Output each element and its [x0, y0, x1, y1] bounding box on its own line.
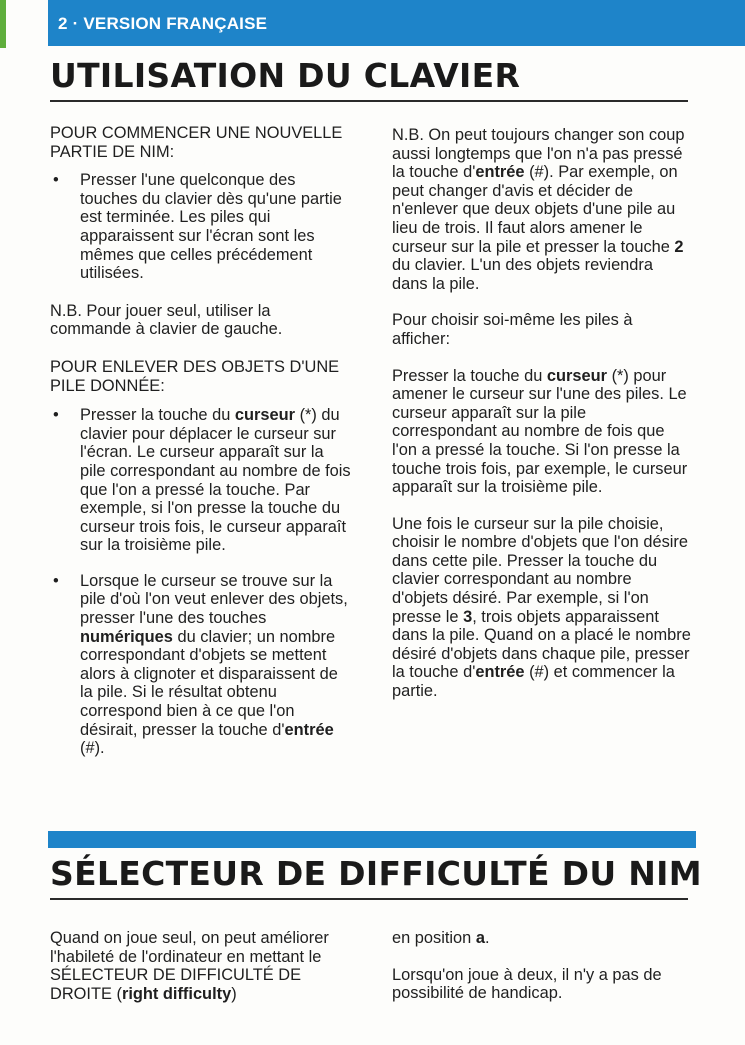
section-divider-bar [48, 831, 696, 848]
text: (*) pour amener le curseur sur l'une des piles. Le curseur apparaît sur la pile correspondant au nombre de fois que l'on a pressé la touche. Si l'on presse la touche trois fois, par exemple, le curseur apparaît sur la troisième pile. [392, 366, 688, 497]
key-enter: entrée [475, 163, 525, 182]
text: Presser la touche du [80, 406, 235, 425]
text: en position [392, 929, 476, 947]
key-cursor: curseur [546, 366, 608, 385]
difficulty-text [50, 929, 350, 1003]
bullet-dot: • [53, 171, 59, 190]
key-three: 3 [463, 607, 473, 626]
page-edge-tab [0, 0, 6, 48]
choose-piles-intro: Pour choisir soi-même les piles à afficher: [392, 311, 633, 348]
key-numeric: numériques [80, 627, 173, 646]
title-rule [50, 898, 688, 900]
key-enter: entrée [284, 720, 334, 739]
section-title-difficulty: SÉLECTEUR DE DIFFICULTÉ DU NIM [50, 854, 702, 893]
right-column [392, 126, 692, 701]
text: (#). [80, 739, 105, 758]
text: (#) et commencer la partie. [392, 663, 675, 701]
header-bar [48, 0, 745, 46]
two-player-note: Lorsqu'on joue à deux, il n'y a pas de possibilité de handicap. [392, 965, 662, 1003]
text: Une fois le curseur sur la pile choisie, choisir le nombre d'objets que l'on désire dans cette pile. Presser la touche du clavier correspondant au nombre d'objets désiré. Par exemple, si l'on presse le [392, 514, 688, 626]
bullet-new-game [50, 171, 352, 283]
choose-piles-cursor [392, 367, 692, 497]
text: Quand on joue seul, on peut améliorer l'habileté de l'ordinateur en mettant le SÉLECTEUR DE DIFFICULTÉ DE DROITE ( [50, 929, 329, 1003]
text: (#). Par exemple, on peut changer d'avis et décider de n'enlever que deux objets d'une pile au lieu de trois. Il faut alors amener le curseur sur la pile et presser la touche [392, 163, 678, 256]
heading-remove-objects: POUR ENLEVER DES OBJETS D'UNE PILE DONNÉE: [50, 357, 340, 395]
bullet-dot: • [53, 406, 59, 425]
text: (*) du clavier pour déplacer le curseur sur l'écran. Le curseur apparaît sur la pile correspondant au nombre de fois que l'on a pressé la touche. Par exemple, si l'on presse la touche du curseur trois fois, le curseur apparaît sur la troisième pile. [80, 406, 351, 555]
text: Lorsque le curseur se trouve sur la pile d'où l'on veut enlever des objets, presser l'une des touches [80, 571, 348, 628]
note-single-player: N.B. Pour jouer seul, utiliser la commande à clavier de gauche. [50, 301, 283, 339]
position-a: a [475, 929, 485, 947]
heading-new-game: POUR COMMENCER UNE NOUVELLE PARTIE DE NIM: [50, 124, 343, 161]
difficulty-position [392, 929, 692, 948]
text: ) [231, 984, 237, 1003]
difficulty-left-column [50, 929, 350, 1003]
choose-pile-count [392, 515, 692, 701]
text: du clavier; un nombre correspondant d'objets se mettent alors à clignoter et disparaissent de la pile. Si le résultat obtenu correspond bien à ce que l'on désirait, presser la touche d' [80, 627, 338, 739]
bullet-cursor [50, 406, 352, 555]
header-label: 2 · VERSION FRANÇAISE [58, 14, 268, 33]
key-cursor: curseur [234, 406, 296, 425]
text: Presser la touche du [392, 366, 547, 385]
note-change-move [392, 126, 692, 293]
text: du clavier. L'un des objets reviendra dans la pile. [392, 256, 653, 293]
bullet-text: Presser l'une quelconque des touches du clavier dès qu'une partie est terminée. Les piles qui apparaissent sur l'écran sont les mêmes que celles précédement utilisées. [80, 171, 342, 283]
left-column [50, 124, 352, 758]
text: N.B. On peut toujours changer son coup aussi longtemps que l'on n'a pas pressé la touche d' [392, 126, 685, 182]
key-enter: entrée [475, 663, 525, 682]
title-rule [50, 100, 688, 102]
section-title-keyboard: UTILISATION DU CLAVIER [50, 56, 521, 95]
switch-name: right difficulty [121, 984, 232, 1003]
text: , trois objets apparaissent dans la pile. Quand on a placé le nombre désiré d'objets dans chaque pile, presser la touche d' [392, 607, 691, 682]
text: . [484, 929, 490, 947]
difficulty-right-column [392, 929, 692, 1003]
key-two: 2 [674, 237, 684, 256]
bullet-numeric-keys [50, 572, 352, 758]
bullet-dot: • [53, 571, 59, 590]
